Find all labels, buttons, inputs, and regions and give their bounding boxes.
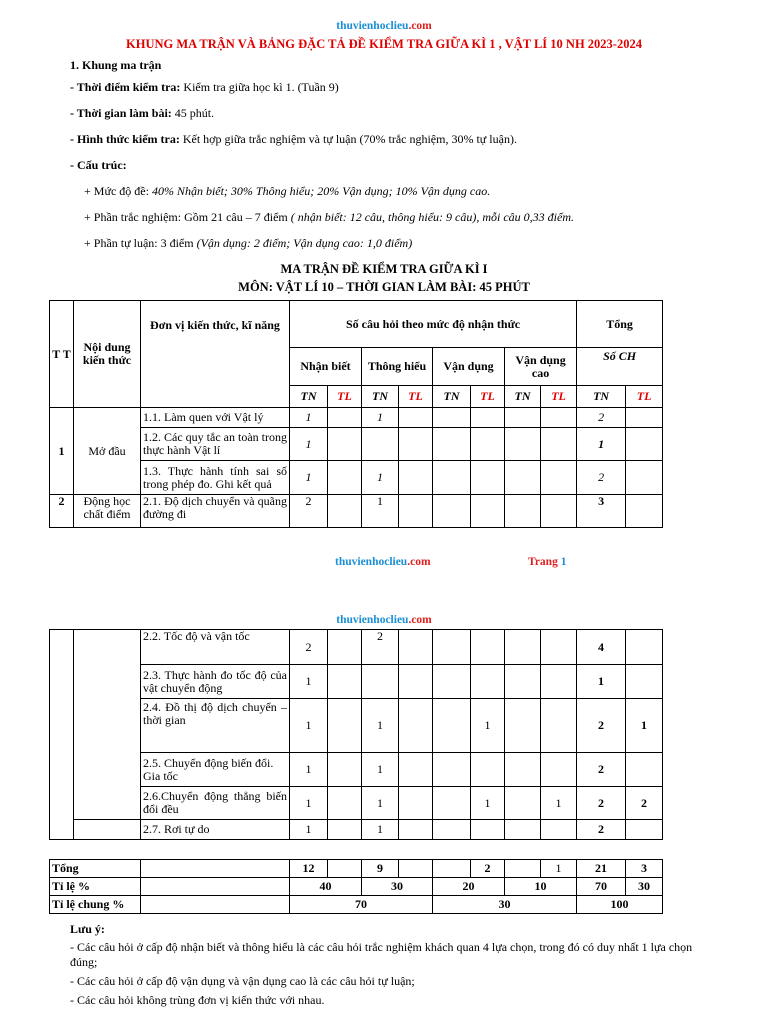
cell: 1 [290, 787, 328, 820]
cell [541, 820, 577, 840]
cell: 1 [362, 820, 399, 840]
header-vdc: Vận dụng cao [505, 348, 577, 386]
mc-line: + Phần trắc nghiệm: Gồm 21 câu – 7 điểm ( nhận biết: 12 câu, thông hiểu: 9 câu), mỗi câu 0,33 điểm. [84, 210, 575, 224]
totals-label: Tổng [50, 860, 141, 878]
essay-line: + Phần tự luận: 3 điểm (Vận dụng: 2 điểm; Vận dụng cao: 1,0 điểm) [84, 236, 413, 250]
cell [541, 699, 577, 753]
cell: 21 [577, 860, 626, 878]
cell [541, 753, 577, 787]
cell: 1 [362, 495, 399, 528]
cell [471, 753, 505, 787]
unit-cell: 1.1. Làm quen với Vật lý [141, 408, 290, 428]
topic-name: Mở đầu [74, 408, 141, 495]
cell: 2 [626, 787, 663, 820]
header-nb: Nhận biết [290, 348, 362, 386]
cell: 1 [290, 408, 328, 428]
header-tn: TN [577, 386, 626, 408]
cell: 2 [577, 461, 626, 495]
unit-cell: 2.7. Rơi tự do [141, 820, 290, 840]
cell: 1 [577, 428, 626, 461]
level-line: + Mức độ đề: 40% Nhận biết; 30% Thông hiểu; 20% Vận dụng; 10% Vận dụng cao. [84, 184, 491, 198]
ratio-general-row [50, 896, 663, 914]
section-heading: 1. Khung ma trận [70, 58, 162, 72]
ratio-row [50, 878, 663, 896]
header-tn: TN [505, 386, 541, 408]
cell: 2 [577, 820, 626, 840]
unit-cell: 2.3. Thực hành đo tốc độ của vật chuyển động [141, 665, 290, 699]
cell: 1 [290, 665, 328, 699]
cell [362, 428, 399, 461]
unit-cell: 2.1. Độ dịch chuyển và quãng đường đi [141, 495, 290, 528]
cell: 1 [471, 787, 505, 820]
notes-title: Lưu ý: [70, 922, 105, 936]
footer-page: Trang 1 [528, 556, 567, 568]
ratio-general-label: Tỉ lệ chung % [50, 896, 141, 914]
unit-cell: 1.3. Thực hành tính sai số trong phép đo. Ghi kết quả [141, 461, 290, 495]
table-row [50, 461, 663, 495]
header-total: Tổng [577, 301, 663, 348]
cell: 2 [577, 408, 626, 428]
ratio-label: Tỉ lệ % [50, 878, 141, 896]
cell: 20 [433, 878, 505, 896]
cell [541, 665, 577, 699]
header-vd: Vận dụng [433, 348, 505, 386]
form-line: - Hình thức kiểm tra: Kết hợp giữa trắc nghiệm và tự luận (70% trắc nghiệm, 30% tự luận). [70, 132, 517, 146]
cell: 1 [626, 699, 663, 753]
unit-cell: 2.4. Đồ thị độ dịch chuyển – thời gian [141, 699, 290, 753]
cell [471, 630, 505, 665]
cell: 1 [362, 699, 399, 753]
table-row [50, 787, 663, 820]
page-title: KHUNG MA TRẬN VÀ BẢNG ĐẶC TẢ ĐỀ KIỂM TRA GIỮA KÌ 1 , VẬT LÍ 10 NH 2023-2024 [126, 37, 642, 51]
cell: 30 [362, 878, 433, 896]
cell: 3 [626, 860, 663, 878]
cell: 2 [577, 753, 626, 787]
header-tl: TL [626, 386, 663, 408]
unit-cell: 2.2. Tốc độ và vận tốc [141, 630, 290, 665]
totals-row [50, 860, 663, 878]
cell: 1 [362, 408, 399, 428]
cell: 1 [362, 753, 399, 787]
cell: 40 [290, 878, 362, 896]
header-unit: Đơn vị kiến thức, kĩ năng [141, 301, 290, 408]
cell [626, 753, 663, 787]
cell [626, 820, 663, 840]
cell: 1 [290, 820, 328, 840]
cell: 30 [626, 878, 663, 896]
cell: 9 [362, 860, 399, 878]
header-content: Nội dung kiến thức [74, 301, 141, 408]
topic-number: 2 [50, 495, 74, 528]
note-2: - Các câu hỏi ở cấp độ vận dụng và vận dụng cao là các câu hỏi tự luận; [70, 974, 415, 988]
cell [362, 665, 399, 699]
cell: 3 [577, 495, 626, 528]
cell [471, 665, 505, 699]
cell: 1 [541, 787, 577, 820]
header-tl: TL [328, 386, 362, 408]
cell: 2 [290, 630, 328, 665]
matrix-table-page1 [49, 300, 663, 528]
table-row [50, 428, 663, 461]
table-row [50, 408, 663, 428]
cell [471, 820, 505, 840]
topic-name: Động học chất điểm [74, 495, 141, 528]
topic-number: 1 [50, 408, 74, 495]
unit-cell: 2.6.Chuyển động thẳng biến đổi đều [141, 787, 290, 820]
header-tl: TL [471, 386, 505, 408]
footer-site: thuvienhoclieu.com [335, 556, 431, 568]
cell: 1 [290, 699, 328, 753]
cell: 12 [290, 860, 328, 878]
cell: 100 [577, 896, 663, 914]
cell: 2 [471, 860, 505, 878]
matrix-title: MA TRẬN ĐỀ KIỂM TRA GIỮA KÌ I [280, 262, 488, 276]
header-so-ch: Số CH [577, 348, 663, 386]
table-row [50, 753, 663, 787]
header-tn: TN [433, 386, 471, 408]
cell: 70 [290, 896, 433, 914]
table-row [50, 820, 663, 840]
cell: 1 [290, 461, 328, 495]
cell: 1 [362, 461, 399, 495]
cell [626, 630, 663, 665]
cell: 2 [577, 699, 626, 753]
unit-cell: 1.2. Các quy tắc an toàn trong thực hành Vật lí [141, 428, 290, 461]
header-tl: TL [541, 386, 577, 408]
header-levels: Số câu hỏi theo mức độ nhận thức [290, 301, 577, 348]
cell [541, 630, 577, 665]
table-row [50, 665, 663, 699]
cell: 1 [362, 787, 399, 820]
table-row [50, 630, 663, 665]
header-tn: TN [290, 386, 328, 408]
cell: 4 [577, 630, 626, 665]
cell: 1 [577, 665, 626, 699]
watermark-page2: thuvienhoclieu.com [336, 614, 432, 626]
cell [626, 665, 663, 699]
cell: 70 [577, 878, 626, 896]
cell: 2 [290, 495, 328, 528]
note-1: - Các câu hỏi ở cấp độ nhận biết và thông hiểu là các câu hỏi trắc nghiệm khách quan 4 lựa chọn, trong đó có duy nhất 1 lựa chọn đúng; [70, 940, 693, 969]
cell: 1 [290, 753, 328, 787]
cell: 1 [541, 860, 577, 878]
duration-line: - Thời gian làm bài: 45 phút. [70, 106, 215, 120]
exam-time-line: - Thời điểm kiểm tra: Kiểm tra giữa học kì 1. (Tuần 9) [70, 80, 339, 94]
unit-cell: 2.5. Chuyển động biến đổi. Gia tốc [141, 753, 290, 787]
header-tt: T T [50, 301, 74, 408]
cell: 2 [362, 630, 399, 665]
header-tl: TL [399, 386, 433, 408]
cell: 1 [471, 699, 505, 753]
cell: 2 [577, 787, 626, 820]
cell: 30 [433, 896, 577, 914]
matrix-subtitle: MÔN: VẬT LÍ 10 – THỜI GIAN LÀM BÀI: 45 PHÚT [238, 280, 530, 294]
header-tn: TN [362, 386, 399, 408]
cell: 1 [290, 428, 328, 461]
note-3: - Các câu hỏi không trùng đơn vị kiến thức với nhau. [70, 993, 325, 1007]
cell: 10 [505, 878, 577, 896]
header-th: Thông hiểu [362, 348, 433, 386]
structure-line: - Cấu trúc: [70, 158, 127, 172]
watermark-top: thuvienhoclieu.com [336, 20, 432, 32]
matrix-table-page2 [49, 629, 663, 914]
table-row [50, 495, 663, 528]
table-row [50, 699, 663, 753]
